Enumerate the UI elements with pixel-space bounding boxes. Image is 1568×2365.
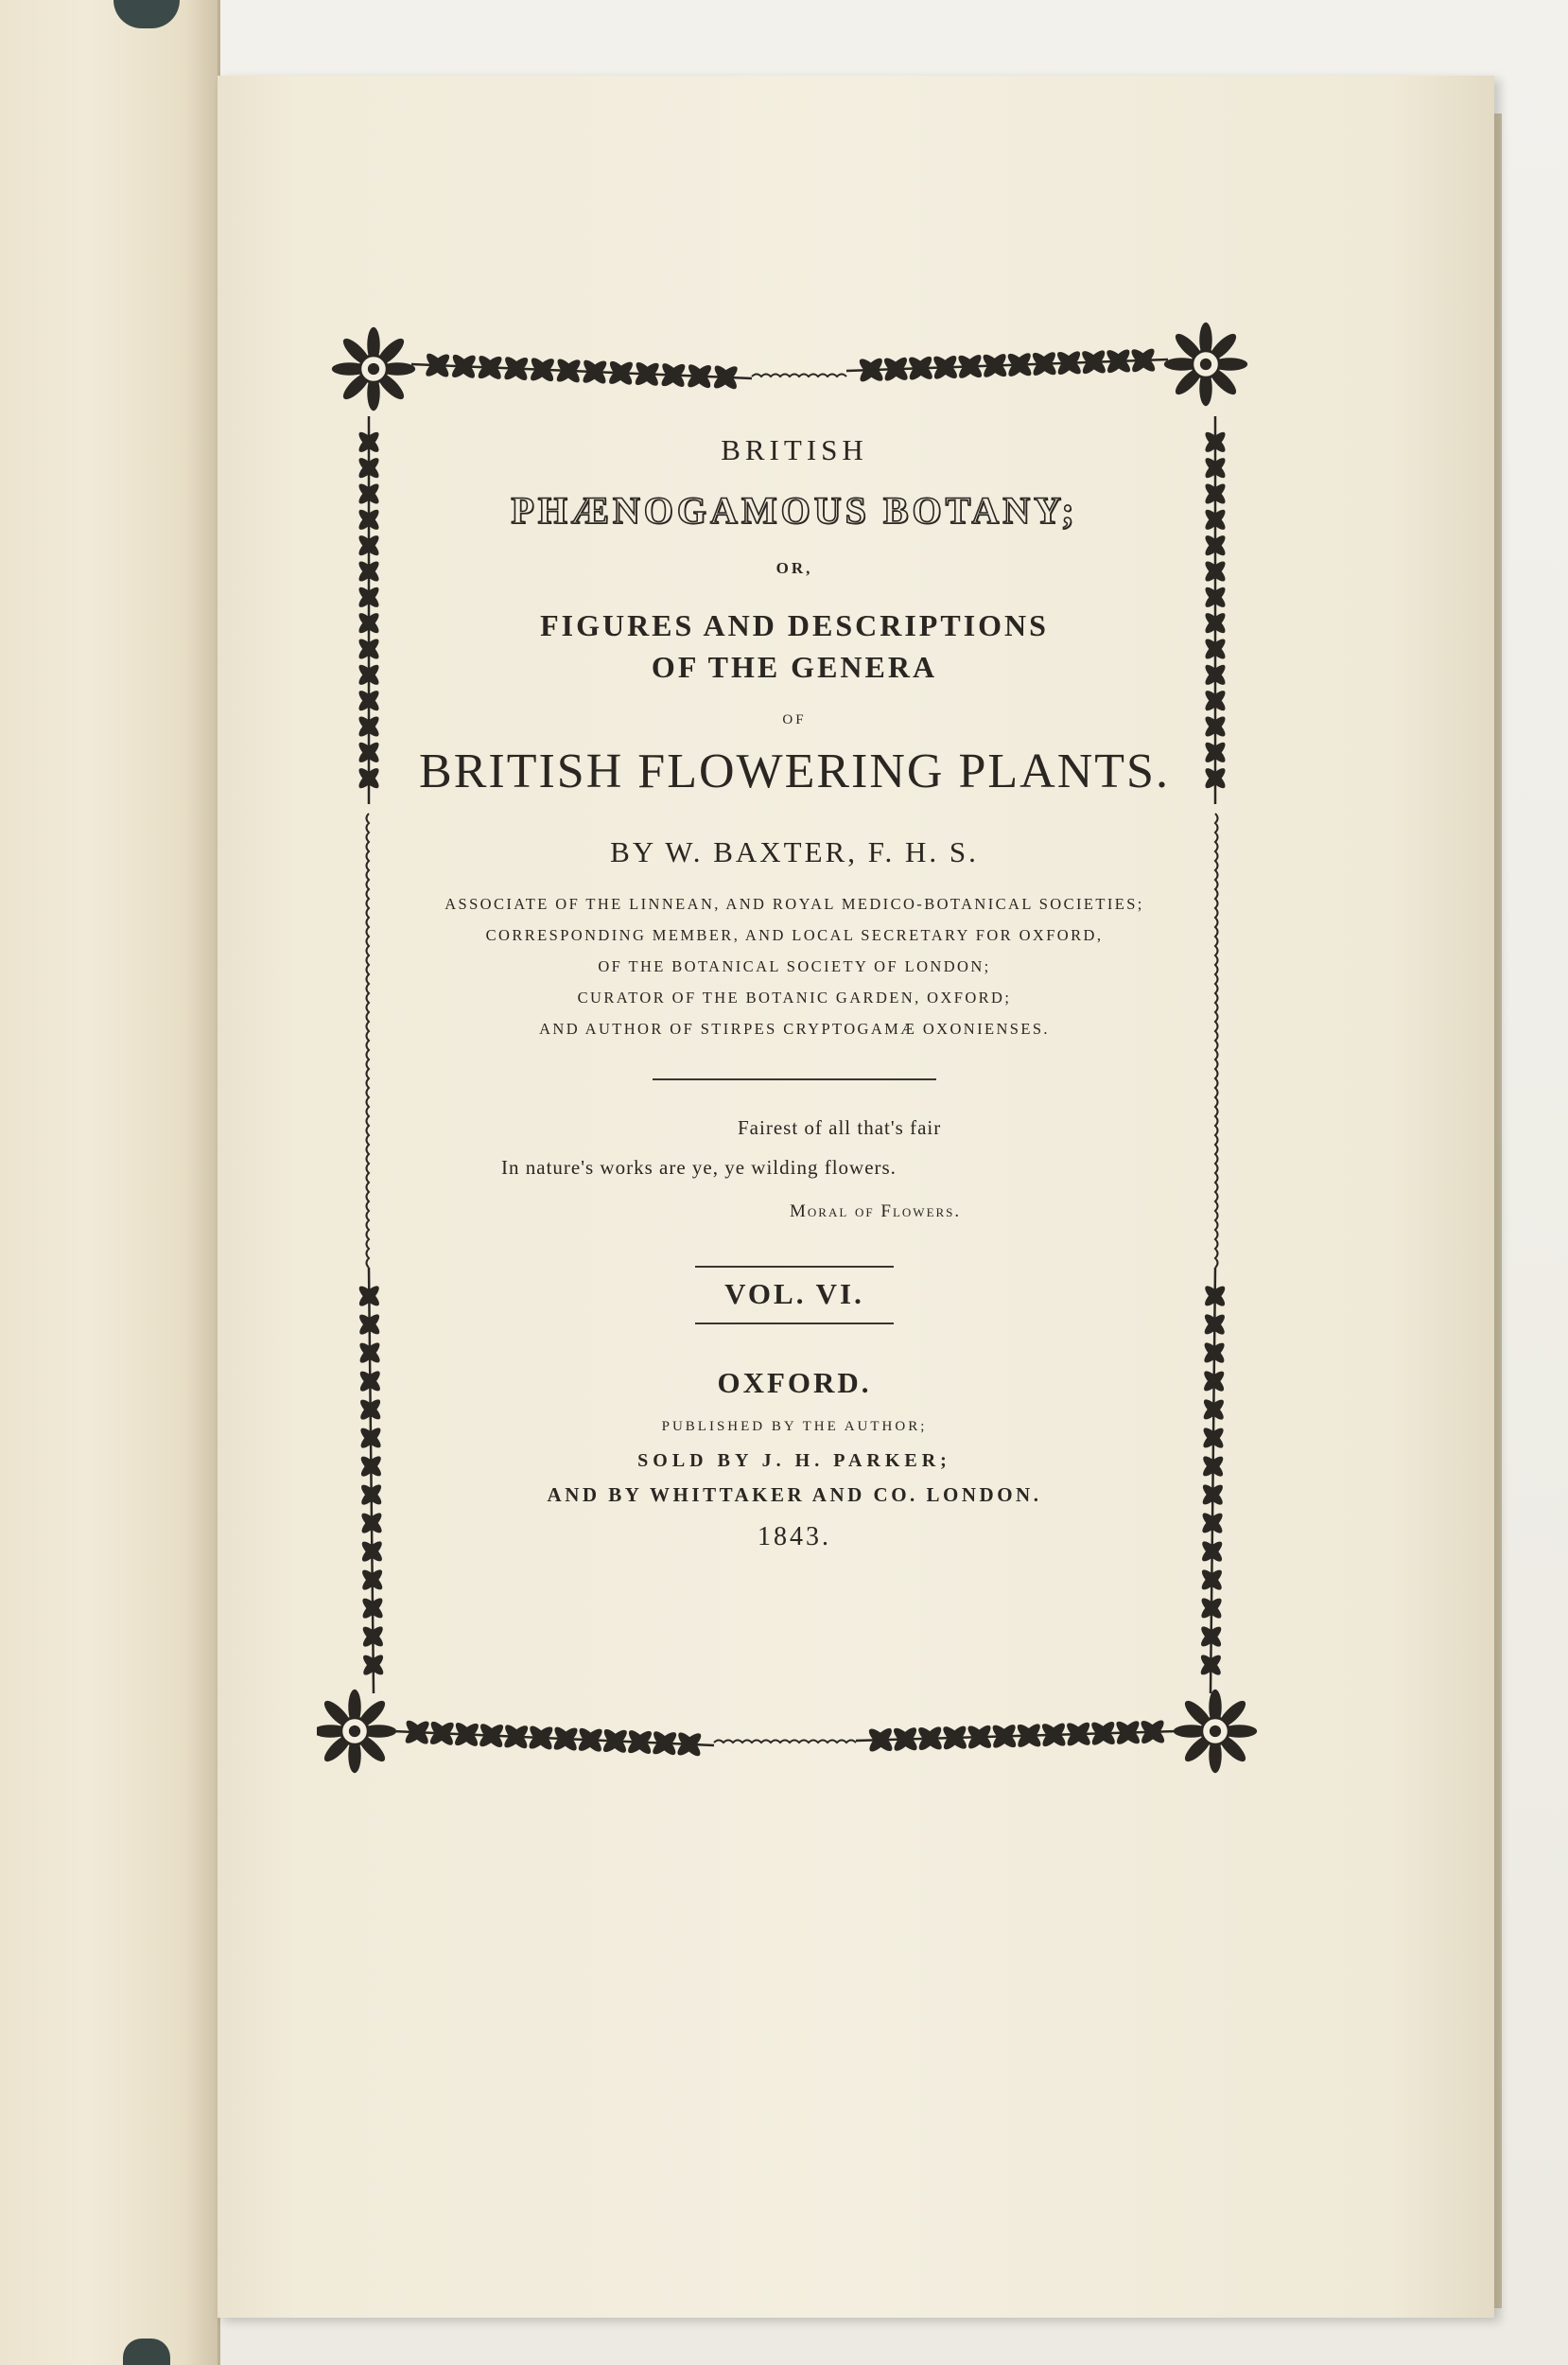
wavy-rule	[752, 375, 846, 377]
subtitle-figures: FIGURES AND DESCRIPTIONS	[540, 608, 1049, 642]
credential-line: ASSOCIATE OF THE LINNEAN, AND ROYAL MEDICO-BOTANICAL SOCIETIES;	[444, 895, 1144, 913]
title-british-flowering-plants: BRITISH FLOWERING PLANTS.	[419, 745, 1170, 798]
divider-rule	[653, 1078, 936, 1080]
flower-dot	[349, 1726, 360, 1737]
imprint-whittaker: AND BY WHITTAKER AND CO. LONDON.	[547, 1483, 1042, 1506]
title-or: OR,	[775, 559, 813, 577]
spine-top	[113, 0, 180, 28]
title-page-text	[378, 416, 1211, 1552]
credential-line: CORRESPONDING MEMBER, AND LOCAL SECRETARY FOR OXFORD,	[485, 926, 1104, 944]
flower-dot	[368, 363, 379, 375]
flower-dot	[1210, 1726, 1221, 1737]
left-page	[0, 0, 220, 2365]
epigraph-line-1: Fairest of all that's fair	[738, 1116, 942, 1139]
wavy-rule	[714, 1741, 856, 1743]
epigraph-line-2: In nature's works are ye, ye wilding flowers.	[501, 1156, 897, 1179]
imprint-sold: SOLD BY J. H. PARKER;	[637, 1450, 951, 1471]
volume-rule-top	[695, 1266, 894, 1268]
title-of: OF	[782, 712, 807, 727]
subtitle-block	[378, 604, 1211, 688]
author-line: BY W. BAXTER, F. H. S.	[610, 835, 979, 868]
epigraph-source: Moral of Flowers.	[790, 1201, 962, 1221]
imprint-published: PUBLISHED BY THE AUTHOR;	[661, 1419, 928, 1434]
imprint-city: OXFORD.	[717, 1366, 872, 1399]
title-phaenogamous-botany: PHÆNOGAMOUS BOTANY;	[511, 489, 1078, 532]
credential-line: AND AUTHOR OF STIRPES CRYPTOGAMÆ OXONIENSES.	[539, 1020, 1050, 1038]
title-british: BRITISH	[721, 433, 868, 466]
spine-bottom	[123, 2339, 170, 2365]
volume-number: VOL. VI.	[724, 1277, 864, 1310]
author-credentials	[378, 888, 1211, 1044]
volume-rule-bottom	[695, 1323, 894, 1324]
wavy-rule	[367, 814, 370, 1268]
epigraph	[378, 1116, 1211, 1239]
imprint-year: 1843.	[758, 1522, 831, 1551]
wavy-rule	[1215, 814, 1218, 1268]
credential-line: OF THE BOTANICAL SOCIETY OF LONDON;	[598, 957, 991, 975]
flower-dot	[1200, 359, 1211, 370]
credential-line: CURATOR OF THE BOTANIC GARDEN, OXFORD;	[577, 989, 1012, 1007]
subtitle-genera: OF THE GENERA	[651, 650, 938, 684]
